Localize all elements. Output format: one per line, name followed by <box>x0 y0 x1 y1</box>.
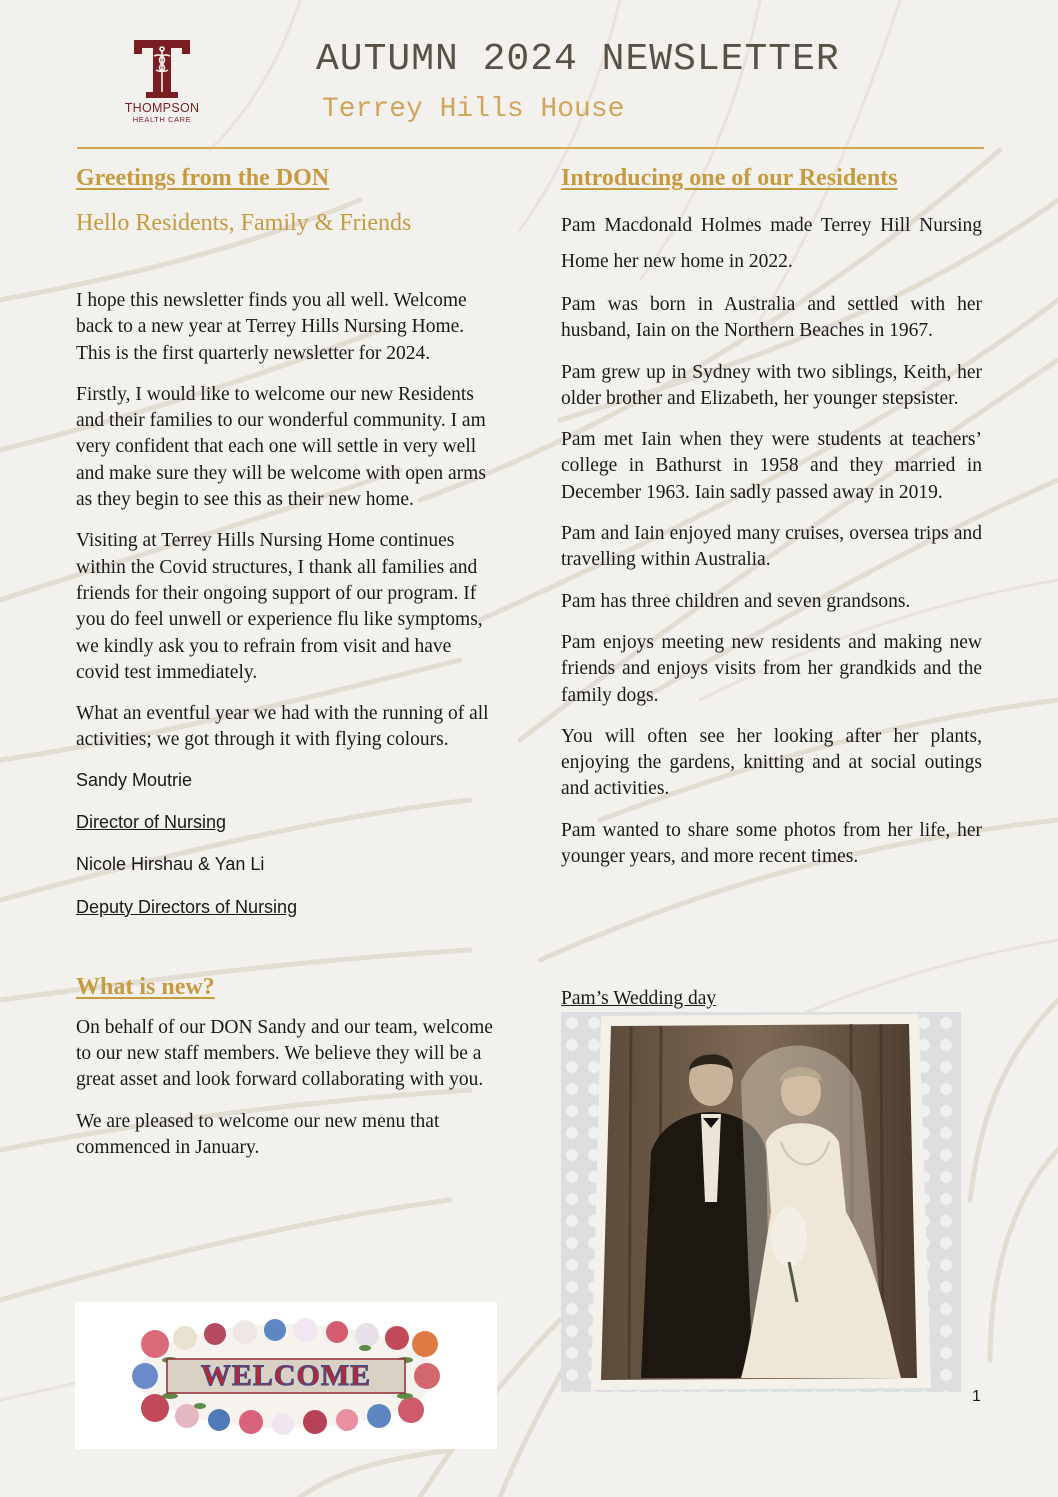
photo-caption: Pam’s Wedding day <box>561 988 717 1009</box>
logo-subtitle: HEALTH CARE <box>132 115 192 124</box>
don-greeting-heading: Greetings from the DON <box>76 165 330 191</box>
resident-paragraph: Pam met Iain when they were students at teachers’ college in Bathurst in 1958 and they married in December 1963. Iain sadly passed away in 2019. <box>561 429 982 503</box>
what-is-new-paragraph: On behalf of our DON Sandy and our team, welcome to our new staff members. We believe they will be a great asset and look forward collaborating with you. <box>76 1016 493 1091</box>
resident-paragraph: Pam grew up in Sydney with two siblings, Keith, her older brother and Elizabeth, her younger stepsister. <box>561 361 982 409</box>
header-divider <box>77 147 984 149</box>
left-column <box>76 162 496 1176</box>
what-is-new-paragraph: We are pleased to welcome our new menu that commenced in January. <box>76 1110 440 1158</box>
thompson-t-icon <box>132 38 192 100</box>
thompson-logo <box>112 38 212 134</box>
welcome-banner-text: WELCOME <box>200 1359 372 1392</box>
logo-name: THOMPSON <box>124 101 200 115</box>
newsletter-title: AUTUMN 2024 NEWSLETTER <box>316 38 840 81</box>
what-is-new-heading: What is new? <box>76 973 215 1000</box>
signature-role: Deputy Directors of Nursing <box>76 896 298 917</box>
don-paragraph: Firstly, I would like to welcome our new Residents and their families to our wonderful community. I am very confident that each one will settle in very well and make sure they will be welcome with open arms as they begin to see this as their new home. <box>76 383 486 511</box>
page-number: 1 <box>972 1388 981 1405</box>
resident-intro-lead: Pam Macdonald Holmes made Terrey Hill Nursing Home her new home in 2022. <box>561 215 982 272</box>
right-column <box>561 162 982 885</box>
don-paragraph: I hope this newsletter finds you all well. Welcome back to a new year at Terrey Hills Nursing Home. This is the first quarterly newsletter for 2024. <box>76 290 467 364</box>
resident-paragraph: Pam has three children and seven grandsons. <box>561 590 911 612</box>
don-paragraph: What an eventful year we had with the running of all activities; we got through it with flying colours. <box>76 703 489 751</box>
resident-paragraph: You will often see her looking after her plants, enjoying the gardens, knitting and at social outings and activities. <box>561 725 982 800</box>
newsletter-subtitle: Terrey Hills House <box>322 94 625 125</box>
resident-intro-heading: Introducing one of our Residents <box>561 165 898 191</box>
wedding-photo <box>561 1012 961 1392</box>
don-paragraph: Visiting at Terrey Hills Nursing Home continues within the Covid structures, I thank all families and friends for their ongoing support of our program. If you do feel unwell or experience flu like symptoms, we kindly ask you to refrain from visit and have covid test immediately. <box>76 530 483 683</box>
resident-paragraph: Pam was born in Australia and settled with her husband, Iain on the Northern Beaches in 1967. <box>561 294 982 342</box>
resident-paragraph: Pam enjoys meeting new residents and making new friends and enjoys visits from her grandkids and the family dogs. <box>561 631 982 706</box>
resident-paragraph: Pam wanted to share some photos from her life, her younger years, and more recent times. <box>561 819 982 868</box>
greeting-line: Hello Residents, Family & Friends <box>76 210 412 236</box>
signature-name: Sandy Moutrie <box>76 769 193 790</box>
resident-paragraph: Pam and Iain enjoyed many cruises, oversea trips and travelling within Australia. <box>561 523 982 571</box>
signature-name: Nicole Hirshau & Yan Li <box>76 853 265 874</box>
welcome-banner-image <box>75 1302 497 1449</box>
signature-role: Director of Nursing <box>76 811 227 832</box>
